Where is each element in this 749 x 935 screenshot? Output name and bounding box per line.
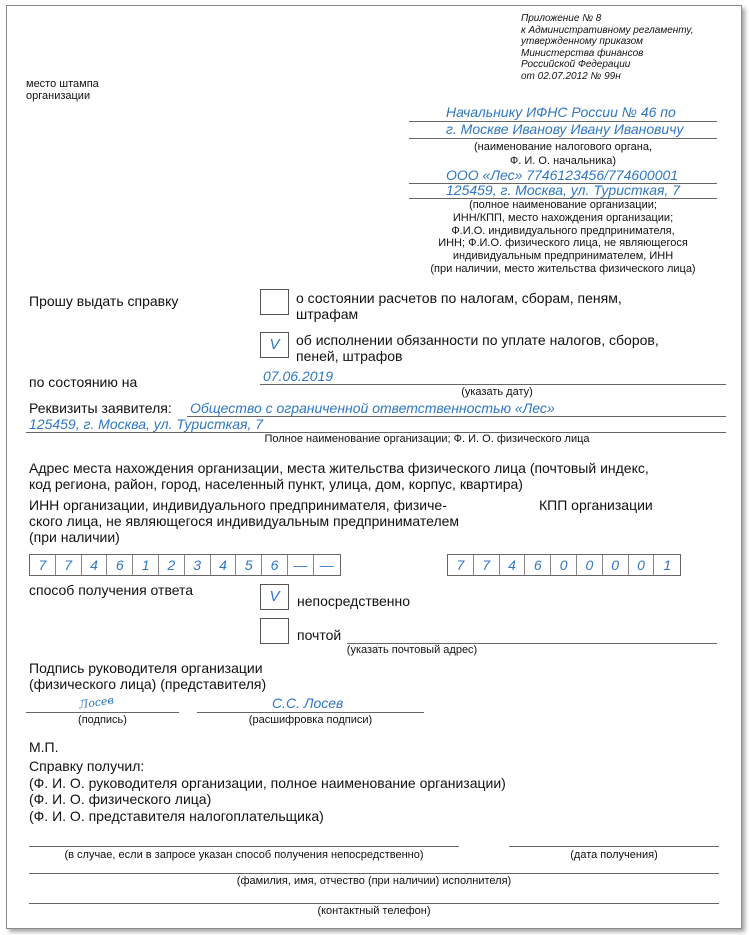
- handwritten-signature: Лосев: [78, 693, 115, 712]
- kpp-digit: 6: [525, 555, 551, 575]
- as-of-label: по состоянию на: [29, 374, 138, 390]
- signature-name: С.С. Лосев: [272, 695, 344, 711]
- underline: [187, 416, 726, 417]
- kpp-digit: 0: [603, 555, 629, 575]
- checkbox-obligation-certificate[interactable]: V: [260, 332, 289, 358]
- option-balance-text: о состоянии расчетов по налогам, сборам, пеням, штрафам: [296, 290, 622, 322]
- signature-label: Подпись руководителя организации (физического лица) (представителя): [29, 660, 267, 692]
- inn-digit: 6: [262, 555, 288, 575]
- kpp-digit: 0: [577, 555, 603, 575]
- inn-digit: 2: [159, 555, 185, 575]
- underline: [509, 846, 719, 847]
- requisites-line-2: 125459, г. Москва, ул. Туристкая, 7: [29, 416, 264, 432]
- appendix-note: [521, 13, 694, 82]
- checkbox-delivery-mail[interactable]: [260, 618, 289, 644]
- received-direct-caption: (в случае, если в запросе указан способ получения непосредственно): [64, 849, 424, 861]
- option-obligation-text: об исполнении обязанности по уплате налогов, сборов, пеней, штрафов: [296, 332, 659, 364]
- as-of-caption: (указать дату): [461, 386, 533, 398]
- stamp-place-line: место штампа: [26, 78, 99, 90]
- appendix-line: Российской Федерации: [521, 59, 631, 70]
- inn-digit: 1: [133, 555, 159, 575]
- executor-caption: (фамилия, имя, отчество (при наличии) исполнителя): [236, 875, 512, 887]
- mail-caption: (указать почтовый адрес): [346, 644, 478, 656]
- inn-digit: —: [319, 557, 334, 573]
- as-of-date: 07.06.2019: [263, 368, 334, 384]
- addressee-caption: (наименование налогового органа, Ф. И. О. начальника): [474, 141, 652, 167]
- phone-caption: (контактный телефон): [317, 905, 431, 917]
- kpp-digit: 7: [474, 555, 500, 575]
- received-block: Справку получил: (Ф. И. О. руководителя организации, полное наименование организации) (Ф. И. О. физического лица) (Ф. И. О. представителя налогоплательщика): [29, 758, 506, 824]
- org-caption: (полное наименование организации; ИНН/КПП, место нахождения организации; Ф.И.О. индивидуального предпринимателя, ИНН; Ф.И.О. физического лица, не являющегося индивидуальным предпринимателем, ИНН (при наличии, место жительства физического лица): [430, 199, 696, 275]
- kpp-digit: 0: [551, 555, 577, 575]
- requisites-label: Реквизиты заявителя:: [29, 400, 172, 416]
- addressee-line-2: г. Москве Иванову Ивану Ивановичу: [446, 121, 684, 137]
- checkbox-balance-certificate[interactable]: [260, 289, 289, 315]
- kpp-digit: 0: [629, 555, 655, 575]
- inn-digit: 5: [236, 555, 262, 575]
- inn-label: ИНН организации, индивидуального предпринимателя, физиче- ского лица, не являющегося индивидуальным предпринимателем (при наличии): [29, 497, 460, 545]
- stamp-mark: М.П.: [29, 739, 59, 755]
- requisites-caption: Полное наименование организации; Ф. И. О. физического лица: [264, 433, 590, 445]
- request-label: Прошу выдать справку: [29, 293, 179, 309]
- addressee-line-1: Начальнику ИФНС России № 46 по: [446, 104, 676, 120]
- kpp-digit: 4: [500, 555, 526, 575]
- underline: [409, 138, 717, 139]
- delivery-mail-text: почтой: [297, 627, 342, 643]
- appendix-line: Министерства финансов: [521, 47, 644, 59]
- address-note: Адрес места нахождения организации, места жительства физического лица (почтовый индекс, код региона, район, город, населенный пункт, улица, дом, корпус, квартира): [29, 460, 649, 492]
- received-date-caption: (дата получения): [570, 849, 658, 861]
- underline: [29, 846, 459, 847]
- org-line-1: ООО «Лес» 7746123456/774600001: [446, 167, 679, 183]
- stamp-place-line: организации: [26, 90, 91, 102]
- inn-digit: 7: [56, 555, 82, 575]
- kpp-cells: [447, 554, 681, 576]
- delivery-label: способ получения ответа: [29, 582, 194, 598]
- appendix-line: утвержденному приказом: [521, 36, 644, 47]
- org-line-2: 125459, г. Москва, ул. Туристкая, 7: [446, 182, 681, 198]
- signature-name-caption: (расшифровка подписи): [248, 714, 373, 726]
- checkbox-delivery-direct[interactable]: V: [260, 584, 289, 610]
- inn-cells: [29, 554, 341, 576]
- inn-digit: 4: [211, 555, 237, 575]
- kpp-digit: 7: [448, 555, 474, 575]
- inn-digit: 6: [107, 555, 133, 575]
- requisites-line-1: Общество с ограниченной ответственностью «Лес»: [190, 400, 555, 416]
- inn-digit: 7: [30, 555, 56, 575]
- kpp-label: КПП организации: [539, 497, 653, 513]
- signature-caption: (подпись): [78, 714, 127, 726]
- document-page: [6, 5, 742, 929]
- appendix-line: Приложение № 8: [521, 13, 602, 24]
- appendix-line: от 02.07.2012 № 99н: [521, 70, 621, 82]
- inn-digit: —: [288, 555, 314, 575]
- delivery-direct-text: непосредственно: [297, 593, 411, 609]
- inn-digit: 4: [82, 555, 108, 575]
- stamp-place: [26, 78, 99, 102]
- inn-digit: 3: [185, 555, 211, 575]
- kpp-digit: 1: [663, 557, 672, 573]
- appendix-line: к Административному регламенту,: [521, 24, 694, 36]
